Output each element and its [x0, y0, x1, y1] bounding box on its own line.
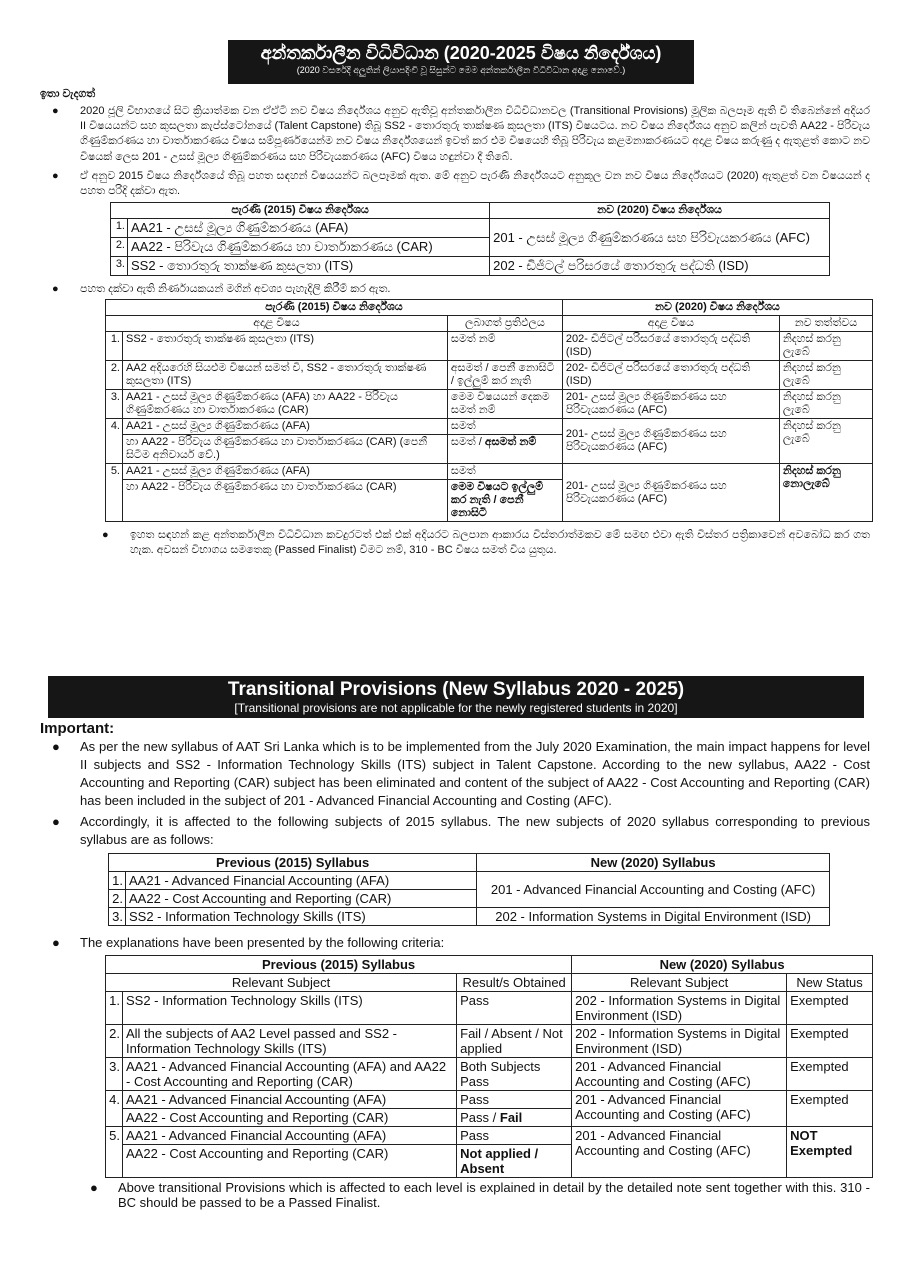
sinhala-t2-col-result: ලබාගත් ප්‍රතිඵලය	[447, 316, 562, 332]
english-t2-status: Exempted	[787, 991, 873, 1024]
sinhala-important-heading: ඉතා වැදගත්	[40, 88, 96, 100]
english-paragraph-1: ● As per the new syllabus of AAT Sri Lanka which is to be implemented from the July 2020 Examination, the main impact happens for level II subjects and SS2 - Information Technology Skills (ITS) subject in Talent Capstone. According to the new syllabus, AA22 - Cost Accounting and Reporting (CAR) subject has been eliminated and content of the subject of AA22 - Cost Accounting and Reporting (CAR) has been included in the subject of 201 - Advanced Financial Accounting and Costing (AFC).	[52, 739, 870, 808]
english-criteria-table	[105, 955, 873, 1178]
sinhala-t2-new-subject: 201- උසස් මූල්‍ය ගිණුම්කරණය සහ පිරිවැයකරණය (AFC)	[562, 419, 779, 464]
english-title-banner	[48, 676, 864, 718]
table-row-number: 3.	[111, 257, 128, 276]
table-row: 3. AA21 - උසස් මූල්‍ය ගිණුම්කරණය (AFA) හා AA22 - පිරිවැය ගිණුම්කරණය හා වාර්තාකරණය (CAR) මෙම විෂයයන් දෙකම සමත් නම් 201- උසස් මූල්‍ය ගිණුම්කරණය සහ පිරිවැයකරණය (AFC) නිදහස් කරනු ලැබේ	[106, 390, 873, 419]
sinhala-t2-col-new-subject: අදාළ විෂය	[562, 316, 779, 332]
english-t2-result: Pass	[457, 991, 572, 1024]
sinhala-t2-result: සමත්	[447, 464, 562, 480]
english-t2-new-subject: 201 - Advanced Financial Accounting and Costing (AFC)	[572, 1126, 787, 1177]
english-t2-subject: AA22 - Cost Accounting and Reporting (CAR)	[123, 1144, 457, 1177]
table-row: 4. AA21 - Advanced Financial Accounting (AFA) Pass 201 - Advanced Financial Accounting and Costing (AFC) Exempted	[106, 1090, 873, 1108]
english-title: Transitional Provisions (New Syllabus 2020 - 2025)	[227, 679, 685, 700]
table-row-number: 3.	[109, 907, 126, 925]
sinhala-t2-new-subject: 201- උසස් මූල්‍ය ගිණුම්කරණය සහ පිරිවැයකරණය (AFC)	[562, 390, 779, 419]
sinhala-t2-result: සමත් / අසමත් නම්	[447, 435, 562, 464]
english-t1-old-subject: AA21 - Advanced Financial Accounting (AFA)	[126, 871, 477, 889]
sinhala-t2-new-subject: 202- ඩිජිටල් පරිසරයේ තොරතුරු පද්ධති (ISD)	[562, 361, 779, 390]
sinhala-t2-subject: AA2 අදියරෙහි සියළුම විෂයන් සමත් වී, SS2 - තොරතුරු තාක්ෂණ කුසලතා (ITS)	[123, 361, 448, 390]
english-t2-result: Both Subjects Pass	[457, 1057, 572, 1090]
english-syllabus-table	[108, 853, 830, 926]
sinhala-t2-status: නිදහස් කරනු ලැබේ	[779, 390, 872, 419]
english-t2-subject: AA22 - Cost Accounting and Reporting (CAR)	[123, 1108, 457, 1126]
sinhala-paragraph-1: ● 2020 ජූලි විභාගයේ සිට ක්‍රියාත්මක වන ඒඒටී නව විෂය නිර්දේශය අනුව ඇතිවූ අන්තර්කාලීන විධිවිධානවල (Transitional Provisions) මූලික බලපෑම ඇති වී තිබෙන්නේ අදියර II විෂයයන්ට සහ කුසලතා කැප්ස්ටෝනයේ (Talent Capstone) තිබූ SS2 - තොරතුරු තාක්ෂණ කුසලතා (ITS) විෂයටය. නව විෂය නිර්දේශය අනුව කලින් පැවති AA22 - පිරිවැය ගිණුම්කරණය හා වාර්තාකරණය විෂය සම්පූර්ණයෙන්ම නව විෂය නිර්දේශයෙන් ඉවත් කර එම විෂයෙහි තිබූ පිරිවැය කළමනාකරණයට අදාළ විෂය කරුණු ද ඇතුළත් කොට නව විෂයක් ලෙස 201 - උසස් මූල්‍ය ගිණුම්කරණය සහ පිරිවැයකරණය (AFC) විෂය හඳුන්වා දී තිබේ.	[52, 105, 870, 163]
english-t2-header-new: New (2020) Syllabus	[572, 955, 873, 973]
sinhala-t2-header-old: පැරණි (2015) විෂය නිර්දේශය	[106, 300, 563, 316]
english-t1-new-subject: 202 - Information Systems in Digital Environment (ISD)	[477, 907, 830, 925]
sinhala-t2-new-subject: 201- උසස් මූල්‍ය ගිණුම්කරණය සහ පිරිවැයකරණය (AFC)	[562, 464, 779, 522]
english-t2-col-status: New Status	[787, 973, 873, 991]
english-t2-subject: All the subjects of AA2 Level passed and SS2 - Information Technology Skills (ITS)	[123, 1024, 457, 1057]
sinhala-criteria-table	[105, 299, 873, 522]
english-t1-new-subject: 201 - Advanced Financial Accounting and Costing (AFC)	[477, 871, 830, 907]
sinhala-paragraph-3: ● පහත දක්වා ඇති නිර්ණායකයන් මගින් අවශ්‍ය පැහැදිලි කිරීම් කර ඇත.	[52, 283, 391, 296]
sinhala-t2-subject: හා AA22 - පිරිවැය ගිණුම්කරණය හා වාර්තාකරණය (CAR)	[123, 480, 448, 522]
table-row-number: 1.	[111, 219, 128, 238]
english-t2-new-subject: 202 - Information Systems in Digital Environment (ISD)	[572, 1024, 787, 1057]
english-t2-col-new-subject: Relevant Subject	[572, 973, 787, 991]
sinhala-t2-result: මෙම විෂයයන් දෙකම සමත් නම්	[447, 390, 562, 419]
sinhala-t2-subject: AA21 - උසස් මූල්‍ය ගිණුම්කරණය (AFA)	[123, 464, 448, 480]
english-t2-result: Not applied / Absent	[457, 1144, 572, 1177]
english-t2-col-subject: Relevant Subject	[106, 973, 457, 991]
table-row: 1. SS2 - තොරතුරු තාක්ෂණ කුසලතා (ITS) සමත් නම් 202- ඩිජිටල් පරිසරයේ තොරතුරු පද්ධති (ISD) නිදහස් කරනු ලැබේ	[106, 332, 873, 361]
sinhala-syllabus-table	[110, 202, 830, 276]
table-row: 1. SS2 - Information Technology Skills (ITS) Pass 202 - Information Systems in Digital Environment (ISD) Exempted	[106, 991, 873, 1024]
english-t2-new-subject: 202 - Information Systems in Digital Environment (ISD)	[572, 991, 787, 1024]
english-t2-result: Pass	[457, 1090, 572, 1108]
sinhala-t2-status: නිදහස් කරනු ලැබේ	[779, 419, 872, 464]
sinhala-t2-status: නිදහස් කරනු ලැබේ	[779, 361, 872, 390]
sinhala-t1-new-subject: 201 - උසස් මූල්‍ය ගිණුම්කරණය සහ පිරිවැයකරණය (AFC)	[490, 219, 830, 257]
sinhala-title: අන්තර්කාලීන විධිවිධාන (2020-2025 විෂය නිර්දේශය)	[260, 43, 662, 63]
english-t2-subject: SS2 - Information Technology Skills (ITS)	[123, 991, 457, 1024]
sinhala-t2-subject: AA21 - උසස් මූල්‍ය ගිණුම්කරණය (AFA)	[123, 419, 448, 435]
table-row-number: 2.	[111, 238, 128, 257]
table-row-number: 2.	[109, 889, 126, 907]
sinhala-t2-subject: SS2 - තොරතුරු තාක්ෂණ කුසලතා (ITS)	[123, 332, 448, 361]
sinhala-t2-status: නිදහස් කරනු ලැබේ	[779, 332, 872, 361]
english-t2-result: Fail / Absent / Not applied	[457, 1024, 572, 1057]
english-t1-header-old: Previous (2015) Syllabus	[109, 853, 477, 871]
sinhala-t2-status: නිදහස් කරනු නොලැබේ	[779, 464, 872, 522]
sinhala-paragraph-4: ● ඉහත සඳහන් කළ අන්තර්කාලීන විධිවිධාන කවදුරටත් එක් එක් අදියරට බලපාන ආකාරය විස්තරාත්මකව මේ සමඟ එවා ඇති විස්තර පත්‍රිකාවෙන් අවබෝධ කර ගත හැක. අවසන් විභාගය සමතෙකු (Passed Finalist) වීමට නම්, 310 - BC විෂය සමත් විය යුතුය.	[102, 529, 870, 557]
sinhala-t1-old-subject: AA22 - පිරිවැය ගිණුම්කරණය හා වාර්තාකරණය (CAR)	[128, 238, 490, 257]
english-paragraph-2: ● Accordingly, it is affected to the following subjects of 2015 syllabus. The new subjects of 2020 syllabus corresponding to previous syllabus are as follows:	[52, 813, 870, 847]
table-row: 5. AA21 - Advanced Financial Accounting (AFA) Pass 201 - Advanced Financial Accounting and Costing (AFC) NOT Exempted	[106, 1126, 873, 1144]
table-row: 5. AA21 - උසස් මූල්‍ය ගිණුම්කරණය (AFA) සමත් 201- උසස් මූල්‍ය ගිණුම්කරණය සහ පිරිවැයකරණය (AFC) නිදහස් කරනු නොලැබේ	[106, 464, 873, 480]
english-paragraph-4: ● Above transitional Provisions which is affected to each level is explained in detail by the detailed note sent together with this. 310 - BC should be passed to be a Passed Finalist.	[90, 1179, 870, 1210]
english-t2-new-subject: 201 - Advanced Financial Accounting and Costing (AFC)	[572, 1057, 787, 1090]
sinhala-paragraph-2: ● ඒ අනුව 2015 විෂය නිර්දේශයේ තිබූ පහත සඳහන් විෂයයන්ට බලපෑමක් ඇත. මේ අනුව පැරණි නිර්දේශයට අනුකූල වන නව විෂය නිර්දේශයට (2020) ඇතුළත් වන විෂයයන් ද පහත පරිදි දක්වා ඇත.	[52, 169, 870, 197]
english-t2-status: NOT Exempted	[787, 1126, 873, 1177]
english-body	[40, 720, 870, 1210]
english-t2-header-old: Previous (2015) Syllabus	[106, 955, 572, 973]
sinhala-t2-result: අසමත් / පෙනී නොසිටි / ඉල්ලුම් කර නැති	[447, 361, 562, 390]
english-t2-new-subject: 201 - Advanced Financial Accounting and Costing (AFC)	[572, 1090, 787, 1126]
english-t2-status: Exempted	[787, 1057, 873, 1090]
sinhala-subtitle: (2020 වසරේදී අලුතින් ලියාපදිංචි වූ සිසුන්ට මෙම අන්තර්කාලීන විධිවිධාන අදාළ නොවේ.)	[296, 65, 626, 75]
english-t2-subject: AA21 - Advanced Financial Accounting (AFA) and AA22 - Cost Accounting and Reporting (CAR)	[123, 1057, 457, 1090]
english-t2-result: Pass / Fail	[457, 1108, 572, 1126]
sinhala-t2-col-status: නව තත්ත්වය	[779, 316, 872, 332]
english-t2-col-result: Result/s Obtained	[457, 973, 572, 991]
table-row: 2. All the subjects of AA2 Level passed and SS2 - Information Technology Skills (ITS) Fail / Absent / Not applied 202 - Information Systems in Digital Environment (ISD) Exempted	[106, 1024, 873, 1057]
sinhala-t1-header-new: නව (2020) විෂය නිර්දේශය	[490, 203, 830, 219]
sinhala-t2-header-new: නව (2020) විෂය නිර්දේශය	[562, 300, 872, 316]
english-t1-old-subject: AA22 - Cost Accounting and Reporting (CAR)	[126, 889, 477, 907]
english-t1-header-new: New (2020) Syllabus	[477, 853, 830, 871]
table-row: 4. AA21 - උසස් මූල්‍ය ගිණුම්කරණය (AFA) සමත් 201- උසස් මූල්‍ය ගිණුම්කරණය සහ පිරිවැයකරණය (AFC) නිදහස් කරනු ලැබේ	[106, 419, 873, 435]
sinhala-title-banner	[228, 40, 694, 84]
english-t1-old-subject: SS2 - Information Technology Skills (ITS)	[126, 907, 477, 925]
sinhala-t1-new-subject: 202 - ඩිජිටල් පරිසරයේ තොරතුරු පද්ධති (ISD)	[490, 257, 830, 276]
english-t2-result: Pass	[457, 1126, 572, 1144]
sinhala-t2-result: සමත්	[447, 419, 562, 435]
sinhala-t1-old-subject: SS2 - තොරතුරු තාක්ෂණ කුසලතා (ITS)	[128, 257, 490, 276]
table-row-number: 1.	[109, 871, 126, 889]
english-important-heading: Important:	[40, 720, 115, 737]
sinhala-t1-old-subject: AA21 - උසස් මූල්‍ය ගිණුම්කරණය (AFA)	[128, 219, 490, 238]
sinhala-t2-result: මෙම විෂයට ඉල්ලුම් කර නැති / පෙනී නොසිටි	[447, 480, 562, 522]
english-paragraph-3: ● The explanations have been presented by the following criteria:	[52, 934, 445, 950]
sinhala-t2-subject: AA21 - උසස් මූල්‍ය ගිණුම්කරණය (AFA) හා AA22 - පිරිවැය ගිණුම්කරණය හා වාර්තාකරණය (CAR)	[123, 390, 448, 419]
sinhala-body	[40, 88, 870, 559]
sinhala-t2-new-subject: 202- ඩිජිටල් පරිසරයේ තොරතුරු පද්ධති (ISD)	[562, 332, 779, 361]
sinhala-t2-col-subject: අදාළ විෂය	[106, 316, 448, 332]
english-t2-subject: AA21 - Advanced Financial Accounting (AFA)	[123, 1126, 457, 1144]
sinhala-t2-subject: හා AA22 - පිරිවැය ගිණුම්කරණය හා වාර්තාකරණය (CAR) (පෙනී සිටීම අනිවාර්ය වේ.)	[123, 435, 448, 464]
english-subtitle: [Transitional provisions are not applicable for the newly registered students in 2020]	[234, 701, 678, 715]
table-row: 2. AA2 අදියරෙහි සියළුම විෂයන් සමත් වී, SS2 - තොරතුරු තාක්ෂණ කුසලතා (ITS) අසමත් / පෙනී නොසිටි / ඉල්ලුම් කර නැති 202- ඩිජිටල් පරිසරයේ තොරතුරු පද්ධති (ISD) නිදහස් කරනු ලැබේ	[106, 361, 873, 390]
sinhala-t2-result: සමත් නම්	[447, 332, 562, 361]
english-t2-subject: AA21 - Advanced Financial Accounting (AFA)	[123, 1090, 457, 1108]
english-t2-status: Exempted	[787, 1024, 873, 1057]
english-t2-status: Exempted	[787, 1090, 873, 1126]
table-row: 3. AA21 - Advanced Financial Accounting (AFA) and AA22 - Cost Accounting and Reporting (CAR) Both Subjects Pass 201 - Advanced Financial Accounting and Costing (AFC) Exempted	[106, 1057, 873, 1090]
sinhala-t1-header-old: පැරණි (2015) විෂය නිර්දේශය	[111, 203, 490, 219]
